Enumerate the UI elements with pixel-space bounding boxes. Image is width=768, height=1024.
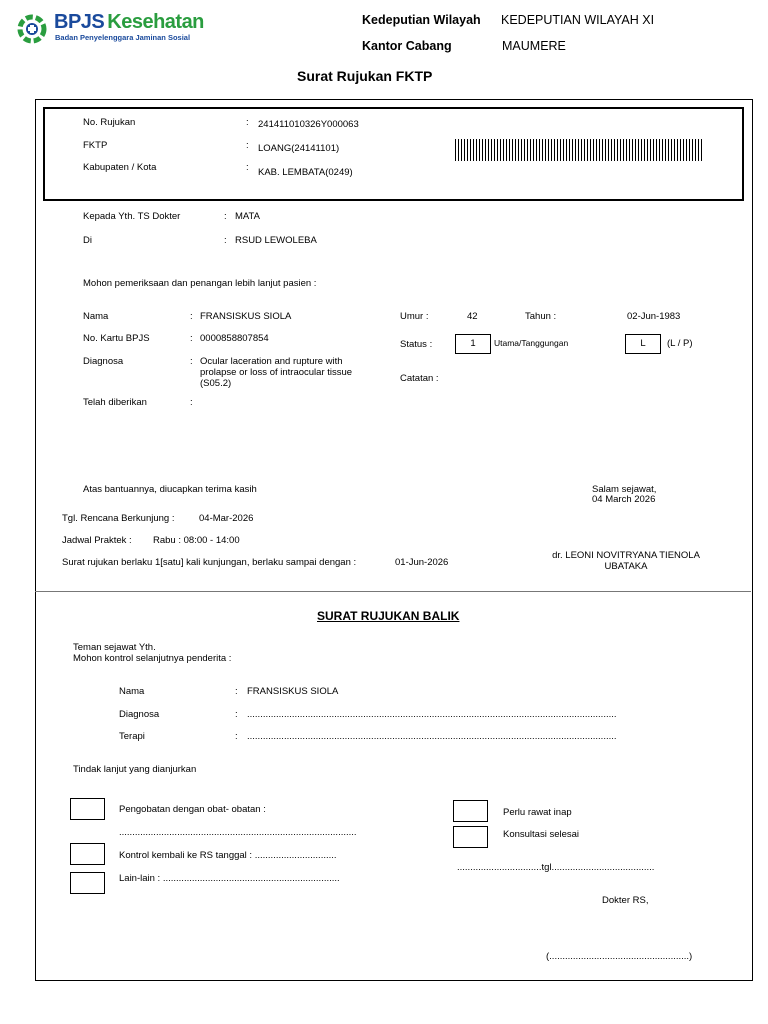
barcode-bar xyxy=(566,139,567,161)
barcode-bar xyxy=(608,139,609,161)
barcode-bar xyxy=(521,139,522,161)
barcode-bar xyxy=(485,139,486,161)
balik-diagnosa-dots: ............................................................................................................................................ xyxy=(247,709,617,720)
status-label: Status : xyxy=(400,339,433,350)
barcode-bar xyxy=(482,139,483,161)
colon: : xyxy=(224,235,227,246)
salam-date: 04 March 2026 xyxy=(592,494,656,505)
colon: : xyxy=(246,140,249,151)
tgl-line: ................................tgl....................................... xyxy=(457,862,655,873)
status-box: 1 xyxy=(455,334,491,354)
barcode-bar xyxy=(479,139,480,161)
barcode-bar xyxy=(647,139,648,161)
cabang-value: MAUMERE xyxy=(502,39,566,53)
kepada-value: MATA xyxy=(235,211,260,222)
sex-box: L xyxy=(625,334,661,354)
kontrol-checkbox[interactable] xyxy=(70,843,105,865)
barcode-bar xyxy=(464,139,465,161)
diagnosa-value xyxy=(200,356,352,389)
barcode-bar xyxy=(500,139,501,161)
colon: : xyxy=(246,117,249,128)
lain-label: Lain-lain : ................................................................... xyxy=(119,873,340,884)
dokter-line: UBATAKA xyxy=(604,561,648,572)
barcode-bar xyxy=(620,139,621,161)
barcode-bar xyxy=(512,139,513,161)
barcode-bar xyxy=(503,139,504,161)
barcode-bar xyxy=(617,139,618,161)
kabupaten-value: KAB. LEMBATA(0249) xyxy=(258,167,353,178)
barcode-bar xyxy=(683,139,684,161)
barcode-bar xyxy=(491,139,492,161)
barcode-bar xyxy=(623,139,624,161)
barcode-bar xyxy=(554,139,555,161)
tindak-text: Tindak lanjut yang dianjurkan xyxy=(73,764,197,775)
colon: : xyxy=(235,686,238,697)
barcode-bar xyxy=(629,139,630,161)
tahun-label: Tahun : xyxy=(525,311,557,322)
barcode-bar xyxy=(689,139,690,161)
document-frame xyxy=(35,99,753,981)
rencana-value: 04-Mar-2026 xyxy=(199,513,254,524)
diagnosa-line: Ocular laceration and rupture with xyxy=(200,356,343,367)
barcode-bar xyxy=(698,139,699,161)
colon: : xyxy=(190,333,193,344)
colon: : xyxy=(190,311,193,322)
barcode-bar xyxy=(599,139,600,161)
fktp-value: LOANG(24141101) xyxy=(258,143,340,154)
barcode-bar xyxy=(545,139,546,161)
barcode-bar xyxy=(548,139,549,161)
umur-value: 42 xyxy=(467,311,478,322)
dokter-line: dr. LEONI NOVITRYANA TIENOLA xyxy=(552,550,700,561)
barcode-bar xyxy=(569,139,570,161)
barcode-bar xyxy=(515,139,516,161)
berlaku-value: 01-Jun-2026 xyxy=(395,557,449,568)
barcode-bar xyxy=(611,139,612,161)
barcode-bar xyxy=(542,139,543,161)
barcode-bar xyxy=(551,139,552,161)
barcode-bar xyxy=(638,139,639,161)
barcode-bar xyxy=(602,139,603,161)
barcode-bar xyxy=(473,139,474,161)
barcode-bar xyxy=(671,139,672,161)
barcode-bar xyxy=(584,139,585,161)
deputi-value: KEDEPUTIAN WILAYAH XI xyxy=(501,13,655,27)
terima-kasih-text: Atas bantuannya, diucapkan terima kasih xyxy=(83,484,257,495)
barcode-bar xyxy=(557,139,558,161)
kabupaten-label: Kabupaten / Kota xyxy=(83,162,157,173)
obat-label: Pengobatan dengan obat- obatan : xyxy=(119,804,266,815)
barcode-bar xyxy=(461,139,462,161)
colon: : xyxy=(190,356,193,367)
deputi-label: Kedeputian Wilayah xyxy=(362,13,481,27)
barcode-bar xyxy=(692,139,693,161)
barcode-bar xyxy=(614,139,615,161)
balik-terapi-dots: ............................................................................................................................................ xyxy=(247,731,617,742)
barcode-bar xyxy=(494,139,495,161)
barcode-bar xyxy=(578,139,579,161)
barcode-bar xyxy=(695,139,696,161)
barcode-bar xyxy=(524,139,525,161)
barcode-bar xyxy=(644,139,645,161)
barcode-bar xyxy=(470,139,471,161)
colon: : xyxy=(235,709,238,720)
barcode-bar xyxy=(539,139,540,161)
catatan-label: Catatan : xyxy=(400,373,439,384)
obat-checkbox[interactable] xyxy=(70,798,105,820)
mohon-kontrol-text: Mohon kontrol selanjutnya penderita : xyxy=(73,653,232,664)
balik-nama-label: Nama xyxy=(119,686,145,697)
cabang-label: Kantor Cabang xyxy=(362,39,452,53)
barcode-bar xyxy=(635,139,636,161)
barcode-bar xyxy=(605,139,606,161)
barcode-bar xyxy=(677,139,678,161)
di-value: RSUD LEWOLEBA xyxy=(235,235,317,246)
bpjs-emblem-icon xyxy=(17,14,47,44)
signature-line: (.....................................................) xyxy=(546,951,693,962)
barcode-bar xyxy=(506,139,507,161)
umur-label: Umur : xyxy=(400,311,429,322)
kartu-value: 0000858807854 xyxy=(200,333,269,344)
brand-tagline: Badan Penyelenggara Jaminan Sosial xyxy=(55,33,191,42)
rawat-inap-checkbox[interactable] xyxy=(453,800,488,822)
barcode-bar xyxy=(509,139,510,161)
diberikan-label: Telah diberikan xyxy=(83,397,147,408)
barcode-bar xyxy=(575,139,576,161)
barcode-bar xyxy=(665,139,666,161)
rencana-label: Tgl. Rencana Berkunjung : xyxy=(62,513,175,524)
balik-terapi-label: Terapi xyxy=(119,731,145,742)
barcode-bar xyxy=(626,139,627,161)
barcode-bar xyxy=(581,139,582,161)
barcode-bar xyxy=(680,139,681,161)
barcode-bar xyxy=(632,139,633,161)
barcode-bar xyxy=(686,139,687,161)
barcode-bar xyxy=(458,139,459,161)
dokter-name xyxy=(543,550,709,572)
konsultasi-checkbox[interactable] xyxy=(453,826,488,848)
balik-nama-value: FRANSISKUS SIOLA xyxy=(247,686,339,697)
barcode-bar xyxy=(659,139,660,161)
diagnosa-line: (S05.2) xyxy=(200,378,232,389)
balik-title: SURAT RUJUKAN BALIK xyxy=(317,609,460,623)
barcode-bar xyxy=(536,139,537,161)
barcode-bar xyxy=(668,139,669,161)
jadwal-value: Rabu : 08:00 - 14:00 xyxy=(153,535,240,546)
barcode-bar xyxy=(563,139,564,161)
brand-bpjs: BPJS xyxy=(54,11,105,33)
rawat-inap-label: Perlu rawat inap xyxy=(503,807,572,818)
barcode-bar xyxy=(587,139,588,161)
obat-dots: .......................................................................................... xyxy=(119,827,357,838)
barcode-bar xyxy=(596,139,597,161)
colon: : xyxy=(190,397,193,408)
lain-checkbox[interactable] xyxy=(70,872,105,894)
diagnosa-line: prolapse or loss of intraocular tissue xyxy=(200,367,353,378)
jadwal-label: Jadwal Praktek : xyxy=(62,535,132,546)
salam-text: Salam sejawat, xyxy=(592,484,657,495)
barcode-bar xyxy=(656,139,657,161)
nama-value: FRANSISKUS SIOLA xyxy=(200,311,292,322)
fktp-label: FKTP xyxy=(83,140,108,151)
kontrol-label: Kontrol kembali ke RS tanggal : ............................... xyxy=(119,850,337,861)
barcode-bar xyxy=(572,139,573,161)
brand-kesehatan: Kesehatan xyxy=(107,11,204,33)
status-desc: Utama/Tanggungan xyxy=(494,338,569,348)
page-title: Surat Rujukan FKTP xyxy=(297,68,433,84)
nama-label: Nama xyxy=(83,311,109,322)
di-label: Di xyxy=(83,235,92,246)
barcode-image xyxy=(455,139,705,161)
barcode-bar xyxy=(488,139,489,161)
barcode-bar xyxy=(650,139,651,161)
barcode-bar xyxy=(701,139,702,161)
barcode-bar xyxy=(674,139,675,161)
colon: : xyxy=(224,211,227,222)
barcode-bar xyxy=(467,139,468,161)
balik-diagnosa-label: Diagnosa xyxy=(119,709,160,720)
barcode-bar xyxy=(530,139,531,161)
tahun-value: 02-Jun-1983 xyxy=(627,311,681,322)
barcode-bar xyxy=(593,139,594,161)
dokter-rs-label: Dokter RS, xyxy=(602,895,649,906)
teman-text: Teman sejawat Yth. xyxy=(73,642,156,653)
barcode-bar xyxy=(533,139,534,161)
mohon-text: Mohon pemeriksaan dan penangan lebih lanjut pasien : xyxy=(83,278,317,289)
barcode-bar xyxy=(497,139,498,161)
konsultasi-label: Konsultasi selesai xyxy=(503,829,580,840)
colon: : xyxy=(235,731,238,742)
barcode-bar xyxy=(527,139,528,161)
kepada-label: Kepada Yth. TS Dokter xyxy=(83,211,181,222)
barcode-bar xyxy=(653,139,654,161)
barcode-bar xyxy=(590,139,591,161)
section-divider xyxy=(35,591,751,592)
no-rujukan-value: 241411010326Y000063 xyxy=(258,119,359,130)
diagnosa-label: Diagnosa xyxy=(83,356,124,367)
no-rujukan-label: No. Rujukan xyxy=(83,117,136,128)
colon: : xyxy=(246,162,249,173)
kartu-label: No. Kartu BPJS xyxy=(83,333,150,344)
barcode-bar xyxy=(518,139,519,161)
barcode-bar xyxy=(662,139,663,161)
barcode-bar xyxy=(560,139,561,161)
sex-desc: (L / P) xyxy=(667,338,693,349)
barcode-bar xyxy=(476,139,477,161)
berlaku-label: Surat rujukan berlaku 1[satu] kali kunjungan, berlaku sampai dengan : xyxy=(62,557,357,568)
barcode-bar xyxy=(455,139,456,161)
barcode-bar xyxy=(641,139,642,161)
